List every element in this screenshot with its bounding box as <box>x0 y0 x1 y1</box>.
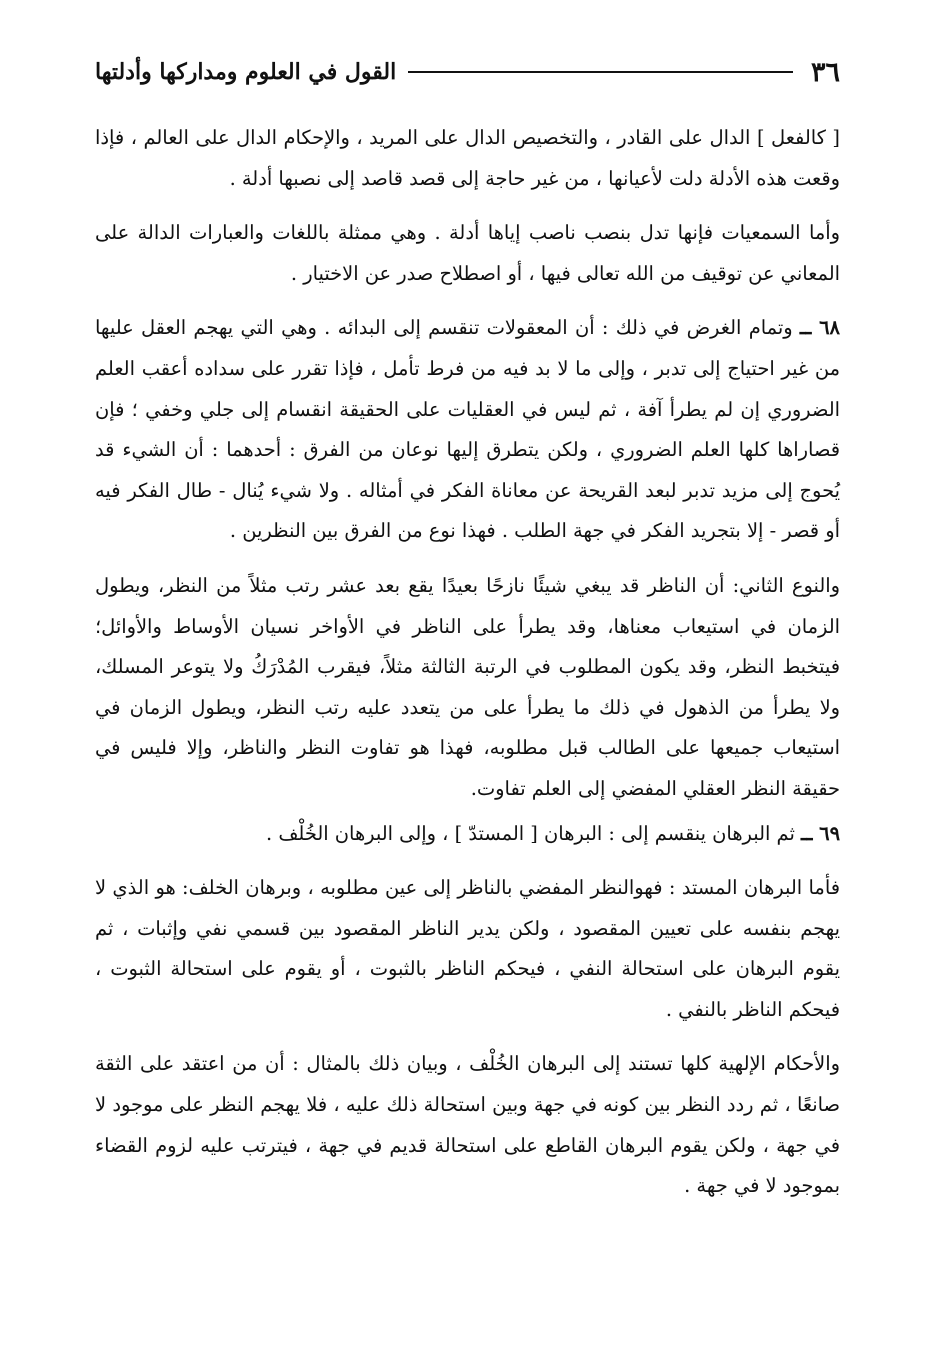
page-number: ٣٦ <box>810 56 840 88</box>
paragraph <box>95 566 840 810</box>
section-number: ٦٩ ــ <box>801 821 840 845</box>
body-text <box>95 118 840 1221</box>
section-number: ٦٨ ــ <box>799 316 840 340</box>
paragraph <box>95 118 840 199</box>
paragraph-text: ثم البرهان ينقسم إلى : البرهان [ المستدّ ] ، وإلى البرهان الخُلْف . <box>266 821 795 845</box>
paragraph <box>95 308 840 552</box>
paragraph-text: وتمام الغرض في ذلك : أن المعقولات تنقسم إلى البدائه . وهي التي يهجم العقل عليها من غير احتياج إلى تدبر ، وإلى ما لا بد فيه من فرط تأمل ، فإذا تقرر على سداده أعقب العلم الضروري إن لم يطرأ آفة ، ثم ليس في العقليات على الحقيقة انقسام إلى جلي وخفي ؛ فإن قصاراها كلها العلم الضروري ، ولكن يتطرق إليها نوعان من الفرق : أحدهما : أن الشيء قد يُحوج إلى مزيد تدبر لبعد القريحة عن معاناة الفكر في أمثاله . ولا شيء يُنال - طال الفكر فيه أو قصر - إلا بتجريد الفكر في جهة الطلب . فهذا نوع من الفرق بين النظرين . <box>95 316 840 543</box>
paragraph-text: والنوع الثاني: أن الناظر قد يبغي شيئًا نازحًا بعيدًا يقع بعد عشر رتب مثلاً من النظر، ويطول الزمان في استيعاب معناها، وقد يطرأ على الناظر في الأواخر نسيان الأوساط والأوائل؛ فيتخبط النظر، وقد يكون المطلوب في الرتبة الثالثة مثلاً، فيقرب المُدْرَكُ ولا يتوعر المسلك، ولا يطرأ من الذهول في ذلك ما يطرأ على من يتعدد عليه رتب النظر، ويطول الزمان في استيعاب جميعها على الطالب قبل مطلوبه، فهذا هو تفاوت النظر والناظر، وإلا فليس في حقيقة النظر العقلي المفضي إلى العلم تفاوت. <box>95 573 840 800</box>
paragraph-text: [ كالفعل ] الدال على القادر ، والتخصيص الدال على المريد ، والإحكام الدال على العالم ، فإذا وقعت هذه الأدلة دلت لأعيانها ، من غير حاجة إلى قصد قاصد إلى نصبها أدلة . <box>95 126 840 190</box>
paragraph <box>95 868 840 1030</box>
paragraph <box>95 814 840 855</box>
running-title: القول في العلوم ومداركها وأدلتها <box>95 59 397 85</box>
paragraph-text: والأحكام الإلهية كلها تستند إلى البرهان الخُلْف ، وبيان ذلك بالمثال : أن من اعتقد على الثقة صانعًا ، ثم ردد النظر بين كونه في جهة وبين استحالة ذلك عليه ، فلا يهجم النظر على موجود لا في جهة ، ولكن يقوم البرهان القاطع على استحالة قديم في جهة ، فيترتب عليه لزوم القضاء بموجود لا في جهة . <box>95 1052 840 1198</box>
page-header <box>95 52 840 92</box>
paragraph <box>95 213 840 294</box>
paragraph <box>95 1044 840 1206</box>
paragraph-text: فأما البرهان المستد : فهوالنظر المفضي بالناظر إلى عين مطلوبه ، وبرهان الخلف: هو الذي لا يهجم بنفسه على تعيين المقصود ، ولكن يدير الناظر المقصود بين قسمي نفي وإثبات ، ثم يقوم البرهان على استحالة النفي ، فيحكم الناظر بالثبوت ، أو يقوم على استحالة الثبوت ، فيحكم الناظر بالنفي . <box>95 876 840 1021</box>
header-rule <box>408 71 793 73</box>
paragraph-text: وأما السمعيات فإنها تدل بنصب ناصب إياها أدلة . وهي ممثلة باللغات والعبارات الدالة على المعاني عن توقيف من الله تعالى فيها ، أو اصطلاح صدر عن الاختيار . <box>95 221 840 285</box>
